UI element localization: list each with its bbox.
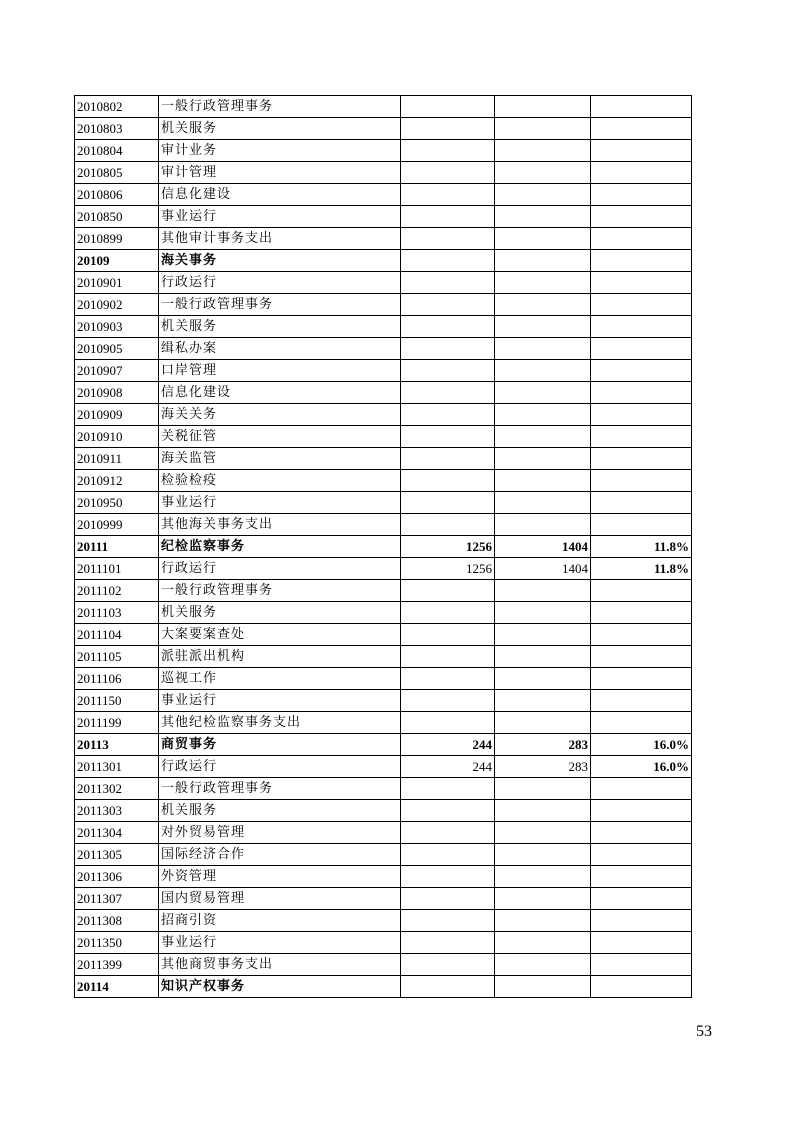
row-growth-rate-cell — [591, 316, 692, 338]
row-code-cell: 2011105 — [75, 646, 159, 668]
row-code-cell: 2010950 — [75, 492, 159, 514]
row-code-cell: 2010907 — [75, 360, 159, 382]
row-value-prev-cell — [401, 426, 495, 448]
row-value-current-cell — [495, 910, 591, 932]
row-code-cell: 20111 — [75, 536, 159, 558]
row-value-prev-cell — [401, 360, 495, 382]
row-code-cell: 2011104 — [75, 624, 159, 646]
row-name-cell: 纪检监察事务 — [159, 536, 401, 558]
row-value-prev-cell — [401, 184, 495, 206]
row-name-cell: 一般行政管理事务 — [159, 580, 401, 602]
row-value-current-cell — [495, 844, 591, 866]
row-value-prev-cell — [401, 272, 495, 294]
table-row — [75, 426, 692, 448]
table-row — [75, 448, 692, 470]
row-value-current-cell — [495, 668, 591, 690]
row-value-prev-cell — [401, 646, 495, 668]
table-row — [75, 910, 692, 932]
row-name-cell: 其他海关事务支出 — [159, 514, 401, 536]
row-code-cell: 20109 — [75, 250, 159, 272]
row-name-cell: 其他审计事务支出 — [159, 228, 401, 250]
row-code-cell: 20113 — [75, 734, 159, 756]
table-row — [75, 690, 692, 712]
row-value-prev-cell — [401, 514, 495, 536]
row-value-prev-cell — [401, 910, 495, 932]
row-code-cell: 2010999 — [75, 514, 159, 536]
row-name-cell: 一般行政管理事务 — [159, 294, 401, 316]
row-value-current-cell — [495, 206, 591, 228]
table-row — [75, 272, 692, 294]
row-name-cell: 机关服务 — [159, 118, 401, 140]
row-value-current-cell — [495, 470, 591, 492]
table-row — [75, 712, 692, 734]
row-code-cell: 2011199 — [75, 712, 159, 734]
row-name-cell: 机关服务 — [159, 316, 401, 338]
row-value-prev-cell — [401, 954, 495, 976]
row-growth-rate-cell — [591, 184, 692, 206]
row-value-prev-cell — [401, 162, 495, 184]
table-row — [75, 140, 692, 162]
row-code-cell: 2011304 — [75, 822, 159, 844]
table-row — [75, 470, 692, 492]
row-name-cell: 国际经济合作 — [159, 844, 401, 866]
row-name-cell: 信息化建设 — [159, 382, 401, 404]
row-value-current-cell — [495, 294, 591, 316]
row-name-cell: 巡视工作 — [159, 668, 401, 690]
row-value-current-cell — [495, 580, 591, 602]
row-value-current-cell — [495, 118, 591, 140]
table-row — [75, 492, 692, 514]
row-growth-rate-cell — [591, 470, 692, 492]
table-row — [75, 360, 692, 382]
row-value-current-cell — [495, 228, 591, 250]
row-growth-rate-cell — [591, 96, 692, 118]
row-value-current-cell — [495, 954, 591, 976]
row-growth-rate-cell — [591, 712, 692, 734]
row-code-cell: 2011303 — [75, 800, 159, 822]
row-name-cell: 检验检疫 — [159, 470, 401, 492]
row-code-cell: 2011308 — [75, 910, 159, 932]
row-name-cell: 机关服务 — [159, 602, 401, 624]
row-value-current-cell — [495, 690, 591, 712]
row-value-prev-cell — [401, 294, 495, 316]
row-growth-rate-cell — [591, 140, 692, 162]
page-number: 53 — [696, 1023, 712, 1040]
row-growth-rate-cell — [591, 778, 692, 800]
row-code-cell: 2010806 — [75, 184, 159, 206]
row-growth-rate-cell — [591, 272, 692, 294]
row-value-prev-cell — [401, 624, 495, 646]
table-row — [75, 118, 692, 140]
row-value-current-cell — [495, 338, 591, 360]
row-value-prev-cell — [401, 602, 495, 624]
table-row — [75, 624, 692, 646]
row-code-cell: 2010908 — [75, 382, 159, 404]
row-value-prev-cell — [401, 800, 495, 822]
table-row — [75, 338, 692, 360]
row-value-prev-cell — [401, 338, 495, 360]
row-name-cell: 知识产权事务 — [159, 976, 401, 998]
row-code-cell: 2010903 — [75, 316, 159, 338]
row-code-cell: 2011150 — [75, 690, 159, 712]
row-value-prev-cell: 1256 — [401, 558, 495, 580]
row-growth-rate-cell — [591, 228, 692, 250]
row-name-cell: 一般行政管理事务 — [159, 778, 401, 800]
row-value-current-cell — [495, 712, 591, 734]
row-value-current-cell — [495, 360, 591, 382]
row-value-prev-cell — [401, 844, 495, 866]
row-value-prev-cell — [401, 712, 495, 734]
row-growth-rate-cell — [591, 800, 692, 822]
row-value-current-cell — [495, 646, 591, 668]
row-name-cell: 审计管理 — [159, 162, 401, 184]
table-row — [75, 844, 692, 866]
row-growth-rate-cell — [591, 844, 692, 866]
row-value-prev-cell — [401, 822, 495, 844]
table-row — [75, 888, 692, 910]
table-row — [75, 536, 692, 558]
row-growth-rate-cell — [591, 514, 692, 536]
row-growth-rate-cell — [591, 580, 692, 602]
row-code-cell: 2011301 — [75, 756, 159, 778]
row-value-current-cell — [495, 778, 591, 800]
row-code-cell: 2011399 — [75, 954, 159, 976]
table-row — [75, 294, 692, 316]
row-value-current-cell — [495, 602, 591, 624]
row-value-prev-cell — [401, 382, 495, 404]
table-row — [75, 514, 692, 536]
row-name-cell: 行政运行 — [159, 756, 401, 778]
row-code-cell: 2011103 — [75, 602, 159, 624]
row-code-cell: 2011101 — [75, 558, 159, 580]
row-value-prev-cell — [401, 206, 495, 228]
row-value-current-cell: 1404 — [495, 536, 591, 558]
row-value-prev-cell — [401, 580, 495, 602]
table-row — [75, 558, 692, 580]
row-growth-rate-cell — [591, 294, 692, 316]
row-growth-rate-cell — [591, 602, 692, 624]
row-value-current-cell — [495, 404, 591, 426]
row-growth-rate-cell — [591, 624, 692, 646]
row-value-prev-cell — [401, 448, 495, 470]
row-name-cell: 机关服务 — [159, 800, 401, 822]
row-value-prev-cell — [401, 250, 495, 272]
budget-table — [74, 95, 692, 998]
row-code-cell: 2011305 — [75, 844, 159, 866]
row-growth-rate-cell — [591, 932, 692, 954]
row-code-cell: 2010905 — [75, 338, 159, 360]
row-name-cell: 事业运行 — [159, 206, 401, 228]
row-code-cell: 2011306 — [75, 866, 159, 888]
row-code-cell: 2010804 — [75, 140, 159, 162]
row-value-current-cell — [495, 140, 591, 162]
row-name-cell: 缉私办案 — [159, 338, 401, 360]
row-value-prev-cell — [401, 470, 495, 492]
row-name-cell: 大案要案查处 — [159, 624, 401, 646]
row-value-current-cell — [495, 800, 591, 822]
row-value-current-cell — [495, 932, 591, 954]
row-growth-rate-cell — [591, 668, 692, 690]
row-growth-rate-cell — [591, 976, 692, 998]
row-value-prev-cell — [401, 316, 495, 338]
table-row — [75, 96, 692, 118]
table-row — [75, 646, 692, 668]
row-value-current-cell — [495, 382, 591, 404]
row-growth-rate-cell — [591, 360, 692, 382]
table-row — [75, 976, 692, 998]
row-value-prev-cell — [401, 96, 495, 118]
row-growth-rate-cell: 16.0% — [591, 756, 692, 778]
row-code-cell: 2011302 — [75, 778, 159, 800]
table-row — [75, 228, 692, 250]
budget-table-body — [75, 96, 692, 998]
row-growth-rate-cell: 16.0% — [591, 734, 692, 756]
row-value-prev-cell: 244 — [401, 734, 495, 756]
table-row — [75, 866, 692, 888]
row-growth-rate-cell: 11.8% — [591, 536, 692, 558]
row-growth-rate-cell — [591, 448, 692, 470]
row-value-current-cell — [495, 162, 591, 184]
row-value-current-cell — [495, 866, 591, 888]
row-code-cell: 2011350 — [75, 932, 159, 954]
row-name-cell: 其他商贸事务支出 — [159, 954, 401, 976]
row-value-prev-cell — [401, 118, 495, 140]
row-growth-rate-cell — [591, 492, 692, 514]
row-name-cell: 行政运行 — [159, 272, 401, 294]
row-code-cell: 2010902 — [75, 294, 159, 316]
row-value-current-cell — [495, 184, 591, 206]
row-growth-rate-cell — [591, 162, 692, 184]
table-row — [75, 250, 692, 272]
row-value-prev-cell — [401, 140, 495, 162]
row-code-cell: 2010802 — [75, 96, 159, 118]
table-row — [75, 822, 692, 844]
row-growth-rate-cell — [591, 954, 692, 976]
row-name-cell: 事业运行 — [159, 492, 401, 514]
row-value-current-cell — [495, 272, 591, 294]
row-growth-rate-cell — [591, 690, 692, 712]
table-row — [75, 206, 692, 228]
row-growth-rate-cell — [591, 910, 692, 932]
row-growth-rate-cell — [591, 888, 692, 910]
table-row — [75, 668, 692, 690]
row-value-current-cell — [495, 250, 591, 272]
row-value-current-cell — [495, 822, 591, 844]
row-code-cell: 2010911 — [75, 448, 159, 470]
row-code-cell: 2010850 — [75, 206, 159, 228]
row-value-prev-cell — [401, 888, 495, 910]
row-value-prev-cell — [401, 690, 495, 712]
row-code-cell: 2010805 — [75, 162, 159, 184]
row-name-cell: 关税征管 — [159, 426, 401, 448]
table-row — [75, 932, 692, 954]
row-value-current-cell: 1404 — [495, 558, 591, 580]
row-growth-rate-cell — [591, 426, 692, 448]
row-code-cell: 2010910 — [75, 426, 159, 448]
row-value-current-cell — [495, 624, 591, 646]
row-code-cell: 2010901 — [75, 272, 159, 294]
row-code-cell: 2010803 — [75, 118, 159, 140]
row-code-cell: 2010912 — [75, 470, 159, 492]
row-name-cell: 审计业务 — [159, 140, 401, 162]
row-name-cell: 海关监管 — [159, 448, 401, 470]
row-code-cell: 2011102 — [75, 580, 159, 602]
row-value-prev-cell — [401, 228, 495, 250]
row-name-cell: 事业运行 — [159, 932, 401, 954]
row-name-cell: 外资管理 — [159, 866, 401, 888]
row-code-cell: 2010899 — [75, 228, 159, 250]
row-name-cell: 一般行政管理事务 — [159, 96, 401, 118]
table-row — [75, 162, 692, 184]
row-value-current-cell: 283 — [495, 756, 591, 778]
row-value-current-cell — [495, 96, 591, 118]
row-value-prev-cell — [401, 976, 495, 998]
row-value-current-cell — [495, 888, 591, 910]
row-growth-rate-cell — [591, 646, 692, 668]
row-name-cell: 对外贸易管理 — [159, 822, 401, 844]
row-value-prev-cell — [401, 866, 495, 888]
row-value-prev-cell — [401, 404, 495, 426]
table-row — [75, 734, 692, 756]
row-value-current-cell — [495, 976, 591, 998]
table-row — [75, 404, 692, 426]
row-name-cell: 国内贸易管理 — [159, 888, 401, 910]
row-value-current-cell — [495, 316, 591, 338]
row-growth-rate-cell — [591, 250, 692, 272]
row-growth-rate-cell — [591, 404, 692, 426]
table-row — [75, 756, 692, 778]
row-name-cell: 招商引资 — [159, 910, 401, 932]
row-value-prev-cell: 244 — [401, 756, 495, 778]
row-value-prev-cell — [401, 668, 495, 690]
row-growth-rate-cell: 11.8% — [591, 558, 692, 580]
table-row — [75, 778, 692, 800]
row-name-cell: 派驻派出机构 — [159, 646, 401, 668]
row-code-cell: 2010909 — [75, 404, 159, 426]
row-name-cell: 事业运行 — [159, 690, 401, 712]
row-value-current-cell: 283 — [495, 734, 591, 756]
row-growth-rate-cell — [591, 866, 692, 888]
row-code-cell: 2011106 — [75, 668, 159, 690]
table-row — [75, 382, 692, 404]
row-code-cell: 2011307 — [75, 888, 159, 910]
row-value-current-cell — [495, 492, 591, 514]
table-row — [75, 954, 692, 976]
row-name-cell: 海关关务 — [159, 404, 401, 426]
row-value-prev-cell — [401, 778, 495, 800]
table-row — [75, 602, 692, 624]
table-row — [75, 580, 692, 602]
table-row — [75, 800, 692, 822]
row-value-current-cell — [495, 426, 591, 448]
row-growth-rate-cell — [591, 338, 692, 360]
row-name-cell: 信息化建设 — [159, 184, 401, 206]
row-growth-rate-cell — [591, 206, 692, 228]
row-growth-rate-cell — [591, 822, 692, 844]
row-name-cell: 其他纪检监察事务支出 — [159, 712, 401, 734]
row-growth-rate-cell — [591, 118, 692, 140]
table-row — [75, 316, 692, 338]
row-growth-rate-cell — [591, 382, 692, 404]
row-value-current-cell — [495, 514, 591, 536]
row-value-prev-cell — [401, 932, 495, 954]
row-value-current-cell — [495, 448, 591, 470]
row-value-prev-cell — [401, 492, 495, 514]
row-code-cell: 20114 — [75, 976, 159, 998]
row-name-cell: 口岸管理 — [159, 360, 401, 382]
row-name-cell: 行政运行 — [159, 558, 401, 580]
row-name-cell: 海关事务 — [159, 250, 401, 272]
row-name-cell: 商贸事务 — [159, 734, 401, 756]
table-row — [75, 184, 692, 206]
row-value-prev-cell: 1256 — [401, 536, 495, 558]
